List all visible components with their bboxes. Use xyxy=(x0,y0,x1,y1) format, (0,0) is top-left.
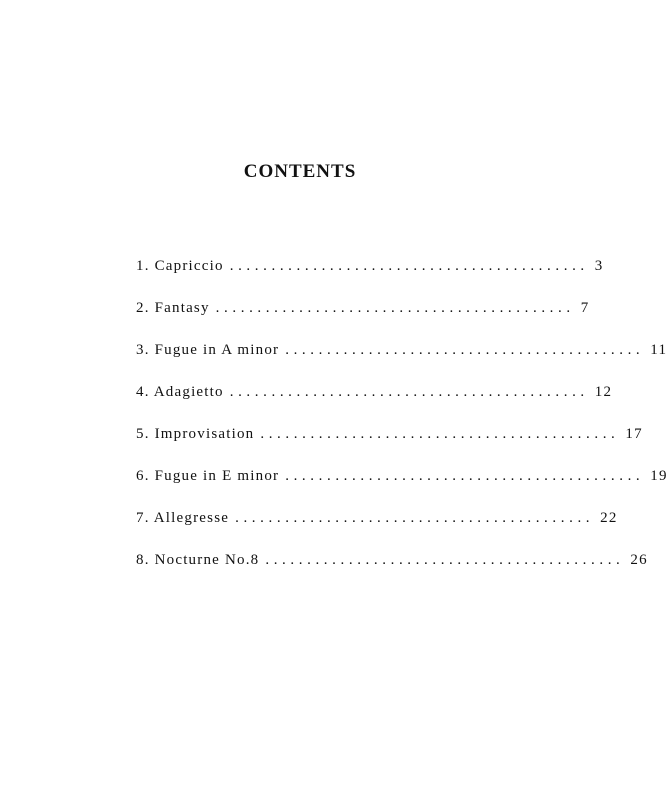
dot-leader: ........................................... xyxy=(285,342,645,358)
contents-entry xyxy=(136,384,613,426)
entry-page-number: 12 xyxy=(594,384,613,400)
entry-title: 4. Adagietto xyxy=(136,384,224,400)
dot-leader: ........................................... xyxy=(229,384,589,400)
entry-title: 5. Improvisation xyxy=(136,426,255,442)
dot-leader: ........................................... xyxy=(260,426,620,442)
entry-page-number: 17 xyxy=(625,426,643,442)
entry-title: 2. Fantasy xyxy=(136,300,210,316)
contents-entry xyxy=(136,468,668,510)
dot-leader: ........................................... xyxy=(215,300,575,316)
contents-entry xyxy=(136,258,604,300)
entry-title: 8. Nocturne No.8 xyxy=(136,552,260,568)
entry-page-number: 22 xyxy=(600,510,618,526)
dot-leader: ........................................... xyxy=(285,468,645,484)
entry-page-number: 19 xyxy=(650,468,668,484)
entry-title: 7. Allegresse xyxy=(136,510,230,526)
contents-entry xyxy=(136,300,590,342)
entry-page-number: 7 xyxy=(580,300,590,316)
page-title: CONTENTS xyxy=(243,161,357,182)
entry-page-number: 3 xyxy=(594,258,604,274)
entry-page-number: 26 xyxy=(630,552,648,568)
entry-title: 1. Capriccio xyxy=(136,258,224,274)
entry-title: 3. Fugue in A minor xyxy=(136,342,280,358)
dot-leader: ........................................... xyxy=(235,510,595,526)
contents-entry xyxy=(136,426,643,468)
contents-entry xyxy=(136,342,668,384)
entry-page-number: 11 xyxy=(650,342,668,358)
entry-title: 6. Fugue in E minor xyxy=(136,468,280,484)
dot-leader: ........................................... xyxy=(265,552,625,568)
contents-entry xyxy=(136,510,618,552)
contents-list xyxy=(136,258,668,594)
contents-entry xyxy=(136,552,648,594)
dot-leader: ........................................... xyxy=(229,258,589,274)
